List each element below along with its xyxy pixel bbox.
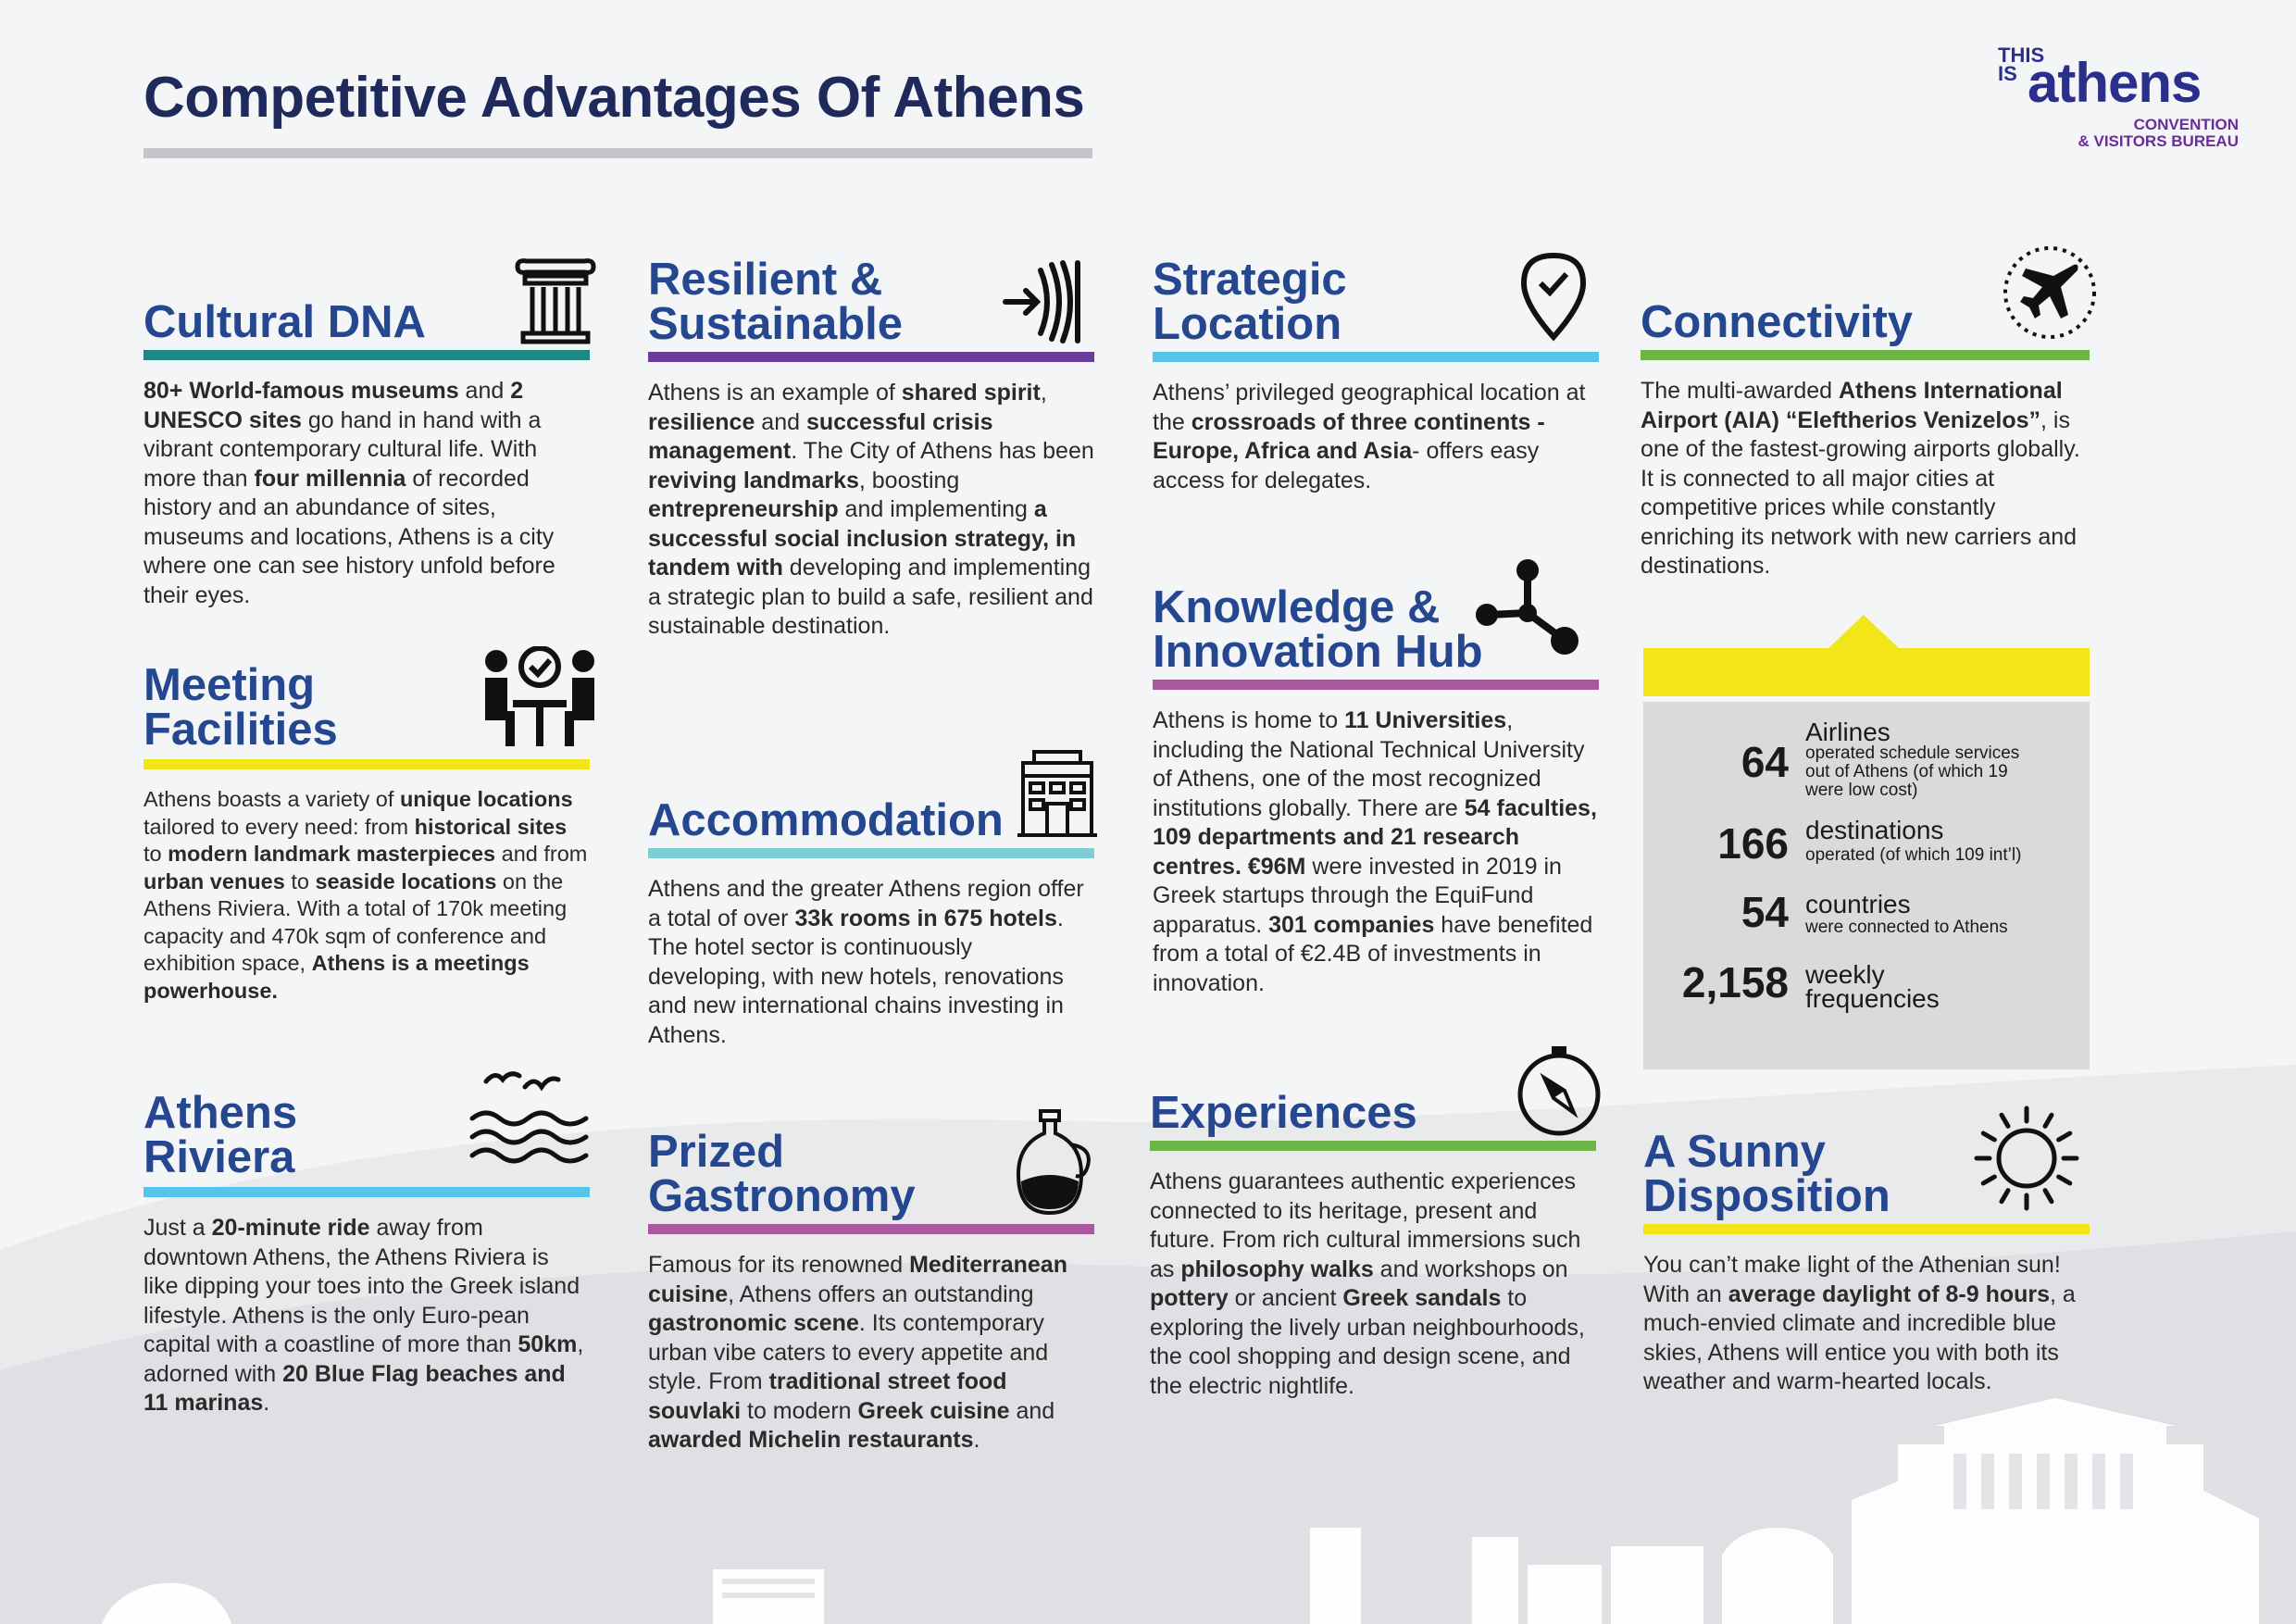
sunny-body: You can’t make light of the Athenian sun! With an average daylight of 8-9 hours, a much-envied climate and incredible blue skies, Athens will entice you with both its weather and warm-hearted locals. [1643, 1252, 2076, 1394]
stat-frequencies-label: weekly frequencies [1805, 960, 1940, 1013]
gastronomy-body: Famous for its renowned Mediterranean cuisine, Athens offers an outstanding gastronomic scene. Its contemporary urban vibe caters to every appetite and style. From traditional street food souvlaki to modern Greek cuisine and awarded Michelin restaurants. [648, 1252, 1067, 1453]
brand-logo[interactable] [1998, 44, 2239, 156]
stat-airlines-sub: operated schedule services out of Athens (of which 19 were low cost) [1805, 743, 2020, 800]
connectivity-title: Connectivity [1641, 297, 1914, 347]
experiences-bar [1150, 1141, 1596, 1151]
resilient-bar [648, 352, 1094, 362]
connectivity-stats [1643, 648, 2090, 1069]
stats-pointer [1828, 615, 1899, 648]
logo-athens: athens [2028, 52, 2202, 114]
knowledge-body: Athens is home to 11 Universities, including the National Technical University of Athens, one of the most recognized institutions globally. There are 54 faculties, 109 departments and 21 research centres. €96M were invested in 2019 in Greek startups through the EquiFund apparatus. 301 companies have benefited from a total of €2.4B of investments in innovation. [1153, 707, 1597, 996]
cultural-dna-bar [144, 350, 590, 360]
logo-sub-1: CONVENTION [2133, 116, 2239, 133]
experiences-body: Athens guarantees authentic experiences connected to its heritage, present and future. From rich cultural immersions such as philosophy walks and workshops on pottery or ancient Greek sandals to exploring the lively urban neighbourhoods, the cool shopping and design scene, and the electric nightlife. [1150, 1168, 1585, 1399]
sunny-bar [1643, 1224, 2090, 1234]
title-underline [144, 148, 1092, 158]
resilient-title: Resilient & Sustainable [648, 255, 904, 349]
athens-riviera-title: Athens Riviera [144, 1088, 298, 1182]
stat-destinations-sub: operated (of which 109 int’l) [1805, 845, 2022, 865]
stat-countries-label: countries [1805, 890, 1911, 918]
greek-column-icon [514, 257, 597, 345]
section-connectivity [1641, 297, 2090, 581]
logo-sub-2: & VISITORS BUREAU [2078, 132, 2239, 150]
accommodation-body: Athens and the greater Athens region offer a total of over 33k rooms in 675 hotels. The hotel sector is continuously developing, with new hotels, renovations and new international chains investing in Athens. [648, 876, 1084, 1048]
knowledge-title: Knowledge & Innovation Hub [1153, 582, 1483, 677]
sunny-title: A Sunny Disposition [1643, 1127, 1890, 1221]
meeting-people-icon [483, 646, 596, 750]
gastronomy-bar [648, 1224, 1094, 1234]
cultural-dna-body: 80+ World-famous museums and 2 UNESCO sites go hand in hand with a vibrant contemporary cultural life. With more than four millennia of recorded history and an abundance of sites, museums and locations, Athens is a city where one can see history unfold before their eyes. [144, 378, 555, 608]
stat-countries-sub: were connected to Athens [1805, 918, 2008, 937]
sun-icon [1972, 1104, 2081, 1213]
strategic-title: Strategic Location [1153, 255, 1347, 349]
knowledge-bar [1153, 680, 1599, 690]
gastronomy-title: Prized Gastronomy [648, 1127, 916, 1221]
accommodation-title: Accommodation [648, 795, 1004, 845]
sun-ray [2002, 1115, 2008, 1126]
connectivity-bar [1641, 350, 2090, 360]
meeting-facilities-bar [144, 759, 590, 769]
sea-waves-birds-icon [468, 1063, 593, 1174]
experiences-title: Experiences [1150, 1088, 1417, 1138]
athens-riviera-bar [144, 1187, 590, 1197]
athens-riviera-body: Just a 20-minute ride away from downtown Athens, the Athens Riviera is like dipping your toes into the Greek island lifestyle. Athens is the only Euro-pean capital with a coastline of more than 50km, adorned with 20 Blue Flag beaches and 11 marinas. [144, 1215, 584, 1416]
sun-ray [2045, 1115, 2052, 1126]
stat-destinations-label: destinations [1805, 816, 1944, 844]
sun-ray [2059, 1133, 2070, 1140]
stat-frequencies-number: 2,158 [1681, 958, 1789, 1006]
meeting-facilities-body: Athens boasts a variety of unique locations tailored to every need: from historical sites to modern landmark masterpieces and from urban venues to seaside locations on the Athens Riviera. With a total of 170k meeting capacity and 470k sqm of conference and exhibition space, Athens is a meetings powerhouse. [144, 787, 588, 1003]
stat-airlines-number: 64 [1741, 738, 1789, 786]
sun-ray [1983, 1133, 1994, 1140]
hotel-building-icon [1016, 748, 1099, 839]
resilience-arrow-icon [1002, 259, 1087, 344]
stat-destinations-number: 166 [1717, 819, 1789, 868]
stats-panel [1643, 702, 2090, 1069]
location-pin-icon [1518, 250, 1589, 343]
network-nodes-icon [1474, 557, 1581, 657]
logo-this: THIS IS [1998, 44, 2045, 85]
airplane-icon [2002, 244, 2098, 341]
stat-airlines-label: Airlines [1805, 718, 1890, 746]
page-title: Competitive Advantages Of Athens [144, 66, 1085, 130]
sun-ray [2002, 1191, 2008, 1202]
sun-ray [2045, 1191, 2052, 1202]
stat-countries-number: 54 [1741, 888, 1789, 936]
connectivity-body: The multi-awarded Athens International Airport (AIA) “Eleftherios Venizelos”, is one of the fastest-growing airports globally. It is connected to all major cities at competitive prices while constantly enriching its network with new carriers and destinations. [1641, 378, 2080, 579]
strategic-bar [1153, 352, 1599, 362]
stats-yellow-band [1643, 648, 2090, 696]
sun-ray [1983, 1177, 1994, 1183]
sun-ray [2059, 1177, 2070, 1183]
resilient-body: Athens is an example of shared spirit, resilience and successful crisis management. The City of Athens has been reviving landmarks, boosting entrepreneurship and implementing a successful social inclusion strategy, in tandem with developing and implementing a strategic plan to build a safe, resilient and sustainable destination. [648, 380, 1094, 639]
strategic-body: Athens’ privileged geographical location at the crossroads of three continents -Europe, Africa and Asia- offers easy access for delegates. [1153, 380, 1586, 493]
compass-icon [1516, 1044, 1602, 1137]
oil-jug-icon [1013, 1107, 1096, 1218]
accommodation-bar [648, 848, 1094, 858]
section-experiences [1150, 1088, 1596, 1401]
cultural-dna-title: Cultural DNA [144, 297, 426, 347]
meeting-facilities-title: Meeting Facilities [144, 660, 338, 755]
